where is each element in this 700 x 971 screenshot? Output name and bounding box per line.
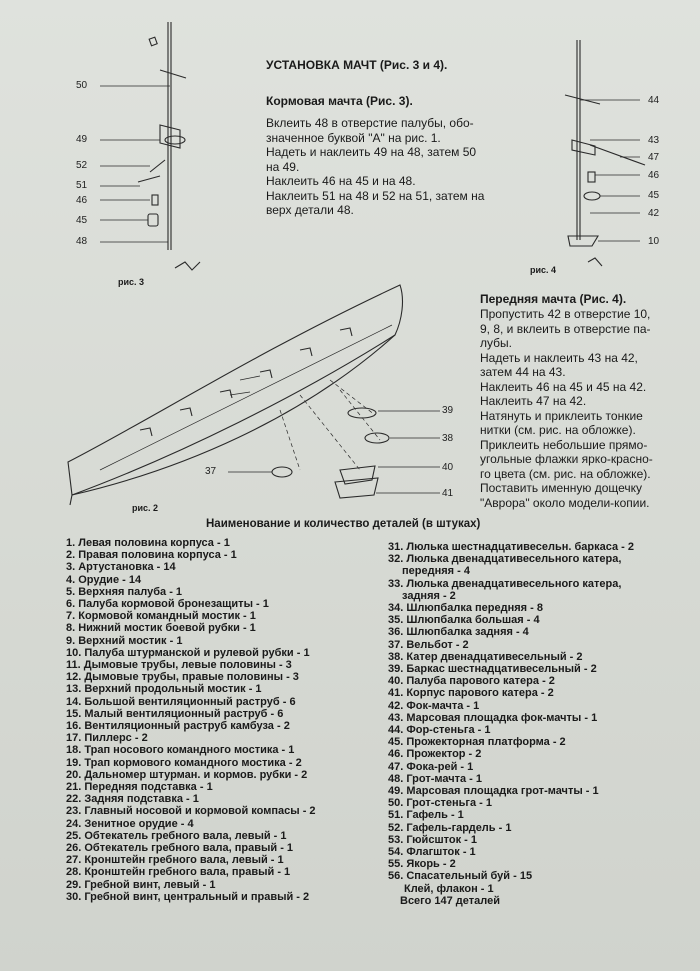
list-item: 37. Вельбот - 2 [388,638,469,651]
list-item: 48. Грот-мачта - 1 [388,772,482,785]
fig4-label-43: 43 [648,135,660,146]
fig3-drawing [100,22,200,270]
list-item: 50. Грот-стеньга - 1 [388,797,493,810]
list-item: 24. Зенитное орудие - 4 [66,817,194,830]
page-title: УСТАНОВКА МАЧТ (Рис. 3 и 4). [266,58,448,72]
fig4-label-47: 47 [648,152,660,163]
fore-line: Наклеить 47 на 42. [480,394,587,408]
list-item: 15. Малый вентиляционный раструб - 6 [66,707,284,720]
list-item: 25. Обтекатель гребного вала, левый - 1 [66,829,287,842]
list-item: 46. Прожектор - 2 [388,748,482,761]
list-item: 54. Флагшток - 1 [388,846,476,859]
list-item: 2. Правая половина корпуса - 1 [66,549,237,562]
list-item: 13. Верхний продольный мостик - 1 [66,683,262,696]
fore-line: "Аврора" около модели-копии. [480,495,650,510]
list-item: Всего 147 деталей [400,894,500,907]
list-item: 18. Трап носового командного мостика - 1 [66,744,295,757]
list-item: 29. Гребной винт, левый - 1 [66,878,216,891]
list-item: 31. Люлька шестнадцативесельн. баркаса - 2 [388,541,635,553]
fore-line: Поставить именную дощечку [480,481,643,495]
list-item: 39. Баркас шестнадцативесельный - 2 [388,663,597,676]
fig4-drawing [565,40,645,266]
fore-line: Приклеить небольшие прямо- [480,437,648,452]
list-item: 14. Большой вентиляционный раструб - 6 [66,695,296,708]
parts-list-left [66,537,316,903]
list-item: 1. Левая половина корпуса - 1 [66,537,230,549]
list-item: 16. Вентиляционный раструб камбуза - 2 [66,720,290,733]
list-item: 36. Шлюпбалка задняя - 4 [388,626,529,639]
fig2-label-40: 40 [442,462,454,473]
fig4-label-46: 46 [648,170,660,181]
list-item: 41. Корпус парового катера - 2 [388,687,554,700]
fig3-label-50: 50 [76,80,88,91]
list-item: 8. Нижний мостик боевой рубки - 1 [66,622,256,635]
list-item: задняя - 2 [402,589,456,602]
fore-line: Надеть и наклеить 43 на 42, [480,350,638,365]
list-item: 52. Гафель-гардель - 1 [388,821,512,834]
aft-mast-instructions [266,116,484,218]
parts-list-right [388,541,634,907]
fore-line: 9, 8, и вклеить в отверстие па- [480,321,651,336]
fig4-label-42: 42 [648,208,660,219]
aft-line: Надеть и наклеить 49 на 48, затем 50 [266,145,477,159]
aft-line: на 49. [266,159,300,174]
fore-line: затем 44 на 43. [480,365,566,379]
fig2-drawing [68,285,440,505]
list-item: 44. Фор-стеньга - 1 [388,724,491,737]
list-item: 51. Гафель - 1 [388,809,464,822]
aft-line: Вклеить 48 в отверстие палубы, обо- [266,116,474,130]
fore-line: го цвета (см. рис. на обложке). [480,466,651,481]
fig2-label-39: 39 [442,405,454,416]
aft-line: значенное буквой "А" на рис. 1. [266,130,441,145]
list-item: 23. Главный носовой и кормовой компасы - 2 [66,805,316,818]
fore-mast-instructions [480,307,653,510]
list-item: 32. Люлька двенадцативесельного катера, [388,553,622,566]
list-item: 22. Задняя подставка - 1 [66,793,199,806]
list-item: 40. Палуба парового катера - 2 [388,675,555,688]
list-item: 33. Люлька двенадцативесельного катера, [388,577,622,590]
aft-line: верх детали 48. [266,203,354,217]
list-item: 10. Палуба штурманской и рулевой рубки - 1 [66,646,310,659]
fig2-label-37: 37 [205,466,217,477]
list-item: 28. Кронштейн гребного вала, правый - 1 [66,866,291,879]
list-item: 45. Прожекторная платформа - 2 [388,736,566,749]
list-item: 35. Шлюпбалка большая - 4 [388,614,540,627]
list-item: 26. Обтекатель гребного вала, правый - 1 [66,842,294,855]
fore-line: Наклеить 46 на 45 и 45 на 42. [480,379,647,394]
fore-line: Натянуть и приклеить тонкие [480,408,643,423]
fig3-label-52: 52 [76,160,88,171]
fore-line: угольные флажки ярко-красно- [480,452,653,466]
list-item: Клей, флакон - 1 [404,882,494,895]
fig3-label-51: 51 [76,180,88,191]
aft-line: Наклеить 51 на 48 и 52 на 51, затем на [266,188,485,203]
list-item: 38. Катер двенадцативесельный - 2 [388,650,583,663]
parts-list-title: Наименование и количество деталей (в штуках) [206,518,481,530]
fig4-label-45: 45 [648,190,660,201]
fig3-label-46: 46 [76,195,88,206]
fig3-label-45: 45 [76,215,88,226]
fig4-label-44: 44 [648,95,660,106]
list-item: 27. Кронштейн гребного вала, левый - 1 [66,854,284,867]
list-item: 55. Якорь - 2 [388,858,456,871]
list-item: 53. Гюйсшток - 1 [388,833,477,846]
list-item: 56. Спасательный буй - 15 [388,870,533,883]
list-item: 21. Передняя подставка - 1 [66,781,213,794]
list-item: 3. Артустановка - 14 [66,561,176,574]
list-item: 9. Верхний мостик - 1 [66,634,183,647]
list-item: 17. Пиллерс - 2 [66,732,148,745]
fig3-label-49: 49 [76,134,88,145]
list-item: 7. Кормовой командный мостик - 1 [66,610,256,623]
list-item: передняя - 4 [402,565,470,578]
list-item: 34. Шлюпбалка передняя - 8 [388,602,543,615]
fore-line: Пропустить 42 в отверстие 10, [480,307,651,321]
list-item: 42. Фок-мачта - 1 [388,699,480,712]
fig3-caption: рис. 3 [118,277,145,287]
list-item: 6. Палуба кормовой бронезащиты - 1 [66,598,269,611]
list-item: 11. Дымовые трубы, левые половины - 3 [66,659,292,672]
list-item: 30. Гребной винт, центральный и правый - 2 [66,890,310,903]
list-item: 5. Верхняя палуба - 1 [66,585,183,598]
fig4-caption: рис. 4 [530,265,557,275]
fore-mast-heading: Передняя мачта (Рис. 4). [480,292,627,306]
list-item: 4. Орудие - 14 [66,573,142,586]
list-item: 47. Фока-рей - 1 [388,760,474,773]
aft-line: Наклеить 46 на 45 и на 48. [266,174,416,188]
fig4-label-10: 10 [648,236,660,247]
fig2-label-41: 41 [442,488,454,499]
aft-mast-heading: Кормовая мачта (Рис. 3). [266,94,413,108]
fig3-label-48: 48 [76,236,88,247]
fig2-caption: рис. 2 [132,503,159,513]
list-item: 19. Трап кормового командного мостика - 2 [66,756,302,769]
list-item: 12. Дымовые трубы, правые половины - 3 [66,671,299,684]
list-item: 43. Марсовая площадка фок-мачты - 1 [388,711,598,724]
fig2-label-38: 38 [442,433,454,444]
fore-line: нитки (см. рис. на обложке). [480,423,636,437]
list-item: 20. Дальномер штурман. и кормов. рубки - 2 [66,768,308,781]
list-item: 49. Марсовая площадка грот-мачты - 1 [388,785,599,798]
fore-line: лубы. [480,336,512,350]
